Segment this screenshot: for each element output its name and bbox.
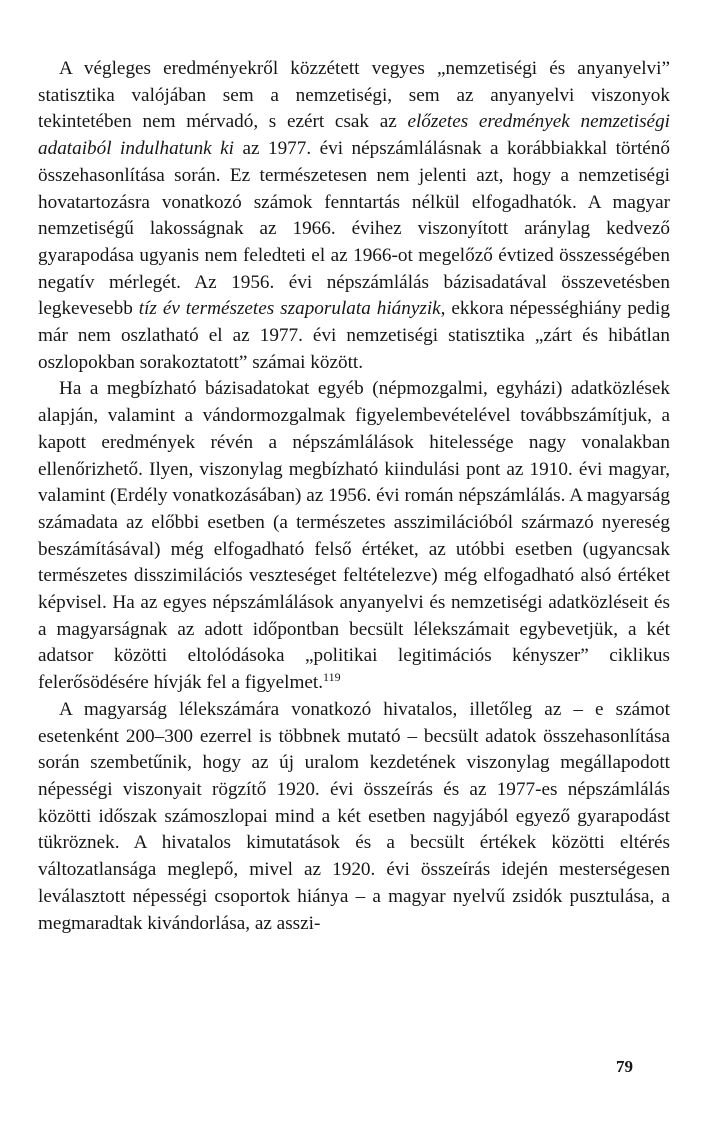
paragraph-1-text-a: A végleges eredményekről közzétett vegyes „nemzetiségi és anyanyelvi” statisztika valójában sem a nemzetiségi, sem az anyanyelvi viszonyok tekintetében nem mérvadó, s ezért csak az [38,58,670,133]
paragraph-3-text: A magyarság lélekszámára vonatkozó hivatalos, illetőleg az – e számot esetenként 200–300 ezerrel is többnek mutató – becsült adatok összehasonlítása során szembetűnik, hogy az új uralom kezdetének viszonylag megállapodott népességi viszonyait rögzítő 1920. évi összeírás és az 1977-es népszámlálás közötti időszak számoszlopai mind a két esetben nagyjából egyező gyarapodást tükröznek. A hivatalos kimutatások és a becsült értékek közötti eltérés változatlansága meglepő, mivel az 1920. évi összeírás idején mesterségesen leválasztott népességi csoportok hiánya – a magyar nyelvű zsidók pusztulása, a megmaradtak kivándorlása, az asszi- [38,698,670,934]
paragraph-1-text-c: , ekkora népességhiány pedig már nem oszlatható el az 1977. évi nemzetiségi statisztika „zárt és hibátlan oszlopokban sorakoztatott” számai között. [38,298,670,373]
page-number: 79 [616,1057,633,1076]
footnote-ref-119: 119 [323,670,341,685]
paragraph-1 [38,56,670,376]
book-page [38,56,670,937]
paragraph-2 [38,376,670,696]
paragraph-1-italic-a: előzetes eredmények nemzetiségi adataiból indulhatunk ki [38,111,670,160]
paragraph-2-text: Ha a megbízható bázisadatokat egyéb (népmozgalmi, egyházi) adatközlések alapján, valamint a vándormozgalmak figyelembevételével továbbszámítjuk, a kapott eredmények révén a népszámlálások hitelessége nagy vonalakban ellenőrizhető. Ilyen, viszonylag megbízható kiindulási pont az 1910. évi magyar, valamint (Erdély vonatkozásában) az 1956. évi román népszámlálás. A magyarság számadata az előbbi esetben (a természetes asszimilációból származó nyereség beszámításával) még elfogadható felső értéket, az utóbbi esetben (ugyancsak természetes disszimilációs veszteséget feltételezve) még elfogadható alsó értéket képvisel. Ha az egyes népszámlálások anyanyelvi és nemzetiségi adatközléseit és a magyarságnak az adott időpontban becsült lélekszámait egybevetjük, a két adatsor közötti eltolódásoka „politikai legitimációs kényszer” ciklikus felerősödésére hívják fel a figyelmet. [38,378,670,694]
paragraph-1-text-b: az 1977. évi népszámlálásnak a korábbiakkal történő összehasonlítása során. Ez természetesen nem jelenti azt, hogy a nemzetiségi hovatartozásra vonatkozó számok fenntartás nélkül elfogadhatók. A magyar nemzetiségű lakosságnak az 1966. évihez viszonyított aránylag kedvező gyarapodása ugyanis nem feledteti el az 1966-ot megelőző évtized összességében negatív mérlegét. Az 1956. évi népszámlálás bázisadatával összevetésben legkevesebb [38,138,670,320]
paragraph-1-italic-b: tíz év természetes szaporulata hiányzik [138,298,441,320]
paragraph-3 [38,697,670,937]
